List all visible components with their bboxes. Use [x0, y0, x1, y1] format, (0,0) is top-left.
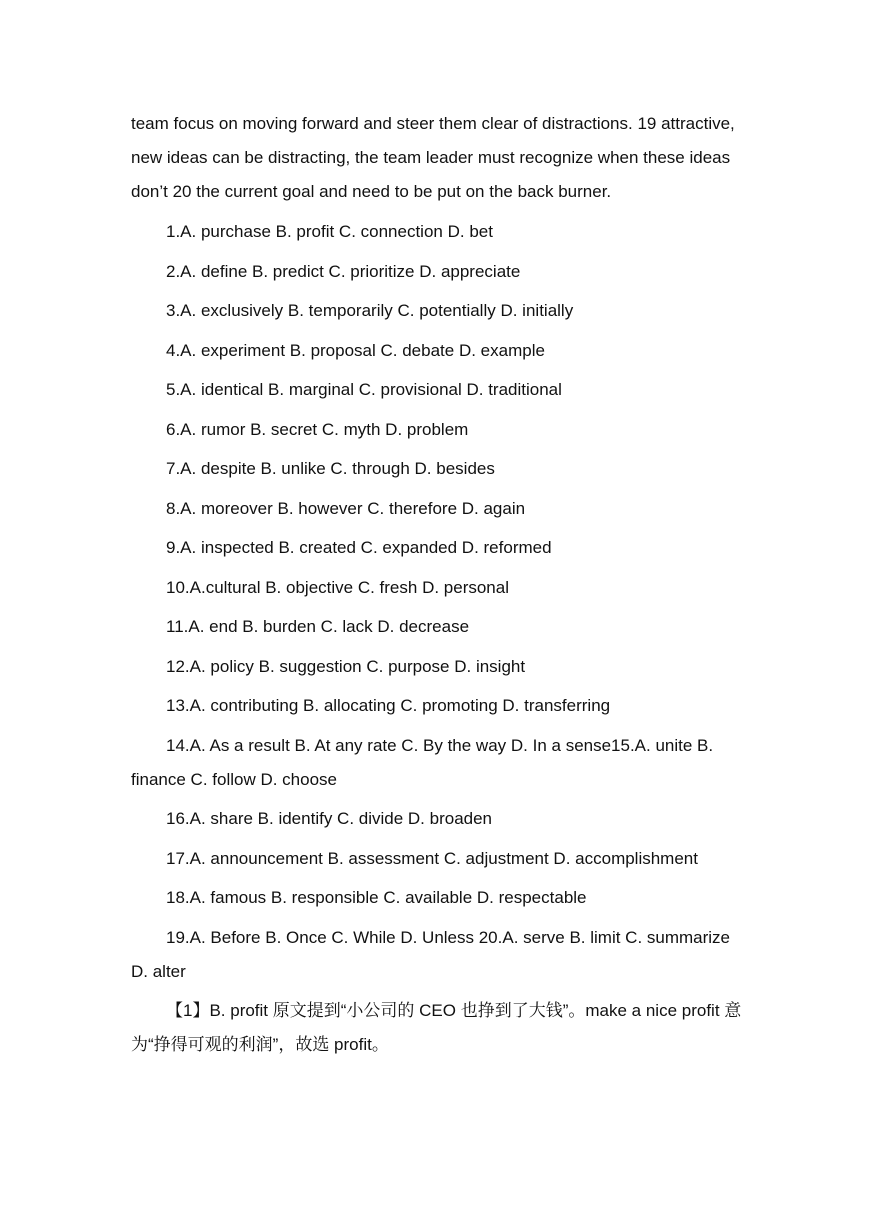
option-item-9: 9.A. inspected B. created C. expanded D. reformed: [166, 538, 552, 557]
option-item-2: 2.A. define B. predict C. prioritize D. appreciate: [166, 261, 521, 281]
option-item-13: 13.A. contributing B. allocating C. promoting D. transferring: [166, 696, 611, 715]
option-item-10: 10.A.cultural B. objective C. fresh D. personal: [166, 577, 509, 597]
option-item-3: 3.A. exclusively B. temporarily C. potentially D. initially: [166, 301, 574, 320]
option-item-4: 4.A. experiment B. proposal C. debate D. example: [166, 340, 545, 360]
option-item-11: 11.A. end B. burden C. lack D. decrease: [166, 617, 470, 636]
option-item-18: 18.A. famous B. responsible C. available D. respectable: [166, 888, 587, 907]
answer-explanation: 【1】B. profit 原文提到“小公司的 CEO 也挣到了大钱”。make a nice profit 意为“挣得可观的利润”，故选 profit。: [131, 1001, 742, 1054]
option-item-14-15: 14.A. As a result B. At any rate C. By the way D. In a sense15.A. unite B. finance C. follow D. choose: [131, 735, 714, 789]
option-item-7: 7.A. despite B. unlike C. through D. besides: [166, 459, 495, 478]
document-content: [131, 107, 743, 1062]
option-item-1: 1.A. purchase B. profit C. connection D. bet: [166, 222, 493, 241]
option-item-16: 16.A. share B. identify C. divide D. broaden: [166, 809, 493, 828]
options-list: [131, 215, 743, 989]
option-item-17: 17.A. announcement B. assessment C. adjustment D. accomplishment: [166, 848, 698, 868]
option-item-8: 8.A. moreover B. however C. therefore D. again: [166, 498, 526, 518]
option-item-12: 12.A. policy B. suggestion C. purpose D. insight: [166, 656, 526, 676]
option-item-5: 5.A. identical B. marginal C. provisional D. traditional: [166, 380, 562, 399]
passage-paragraph: team focus on moving forward and steer them clear of distractions. 19 attractive, new ideas can be distracting, the team leader must recognize when these ideas don’t 20 the current goal and need to be put on the back burner.: [131, 114, 735, 201]
option-item-19-20: 19.A. Before B. Once C. While D. Unless 20.A. serve B. limit C. summarize D. alter: [131, 927, 731, 981]
option-item-6: 6.A. rumor B. secret C. myth D. problem: [166, 419, 469, 439]
